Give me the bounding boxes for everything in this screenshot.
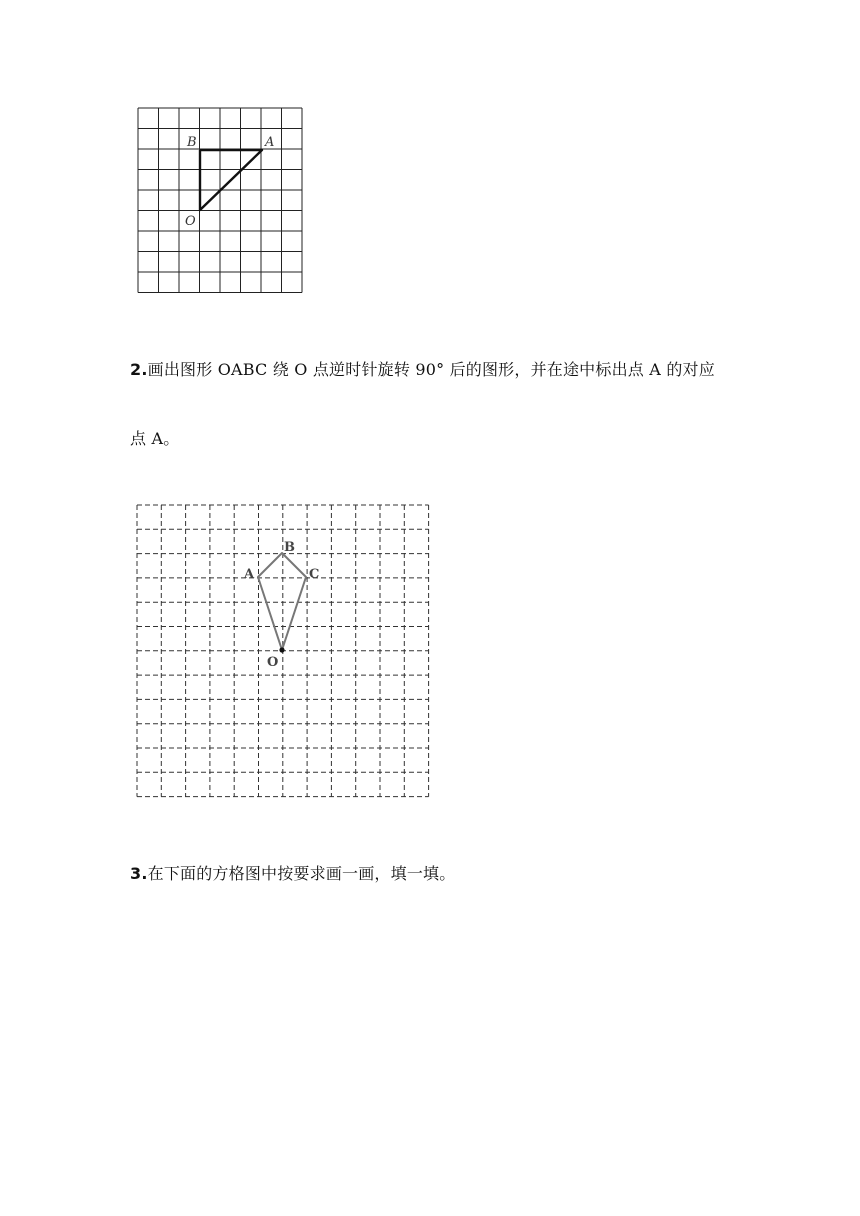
grid-figure-2 [134,500,432,798]
label-A: A [244,567,255,582]
triangle-OBA [200,150,262,210]
label-B: B [187,135,197,150]
question-2-number: 2. [130,360,148,379]
question-3-text: 在下面的方格图中按要求画一画，填一填。 [147,864,456,883]
label-O: O [185,214,196,229]
grid-figure-1 [136,106,306,296]
solid-grid [138,108,302,293]
question-3-line [130,864,455,884]
question-2-text: 画出图形 OABC 绕 O 点逆时针旋转 90° 后的图形，并在途中标出点 A 的对应 [147,360,715,379]
label-B: B [284,540,295,555]
point-O [279,647,284,652]
question-2-line-1 [130,360,715,380]
quadrilateral-OABC [258,553,306,650]
question-3-number: 3. [130,864,148,883]
label-A: A [265,135,275,150]
label-C: C [309,567,320,582]
label-O: O [267,655,279,670]
question-2-line-2: 点 A。 [130,429,180,448]
